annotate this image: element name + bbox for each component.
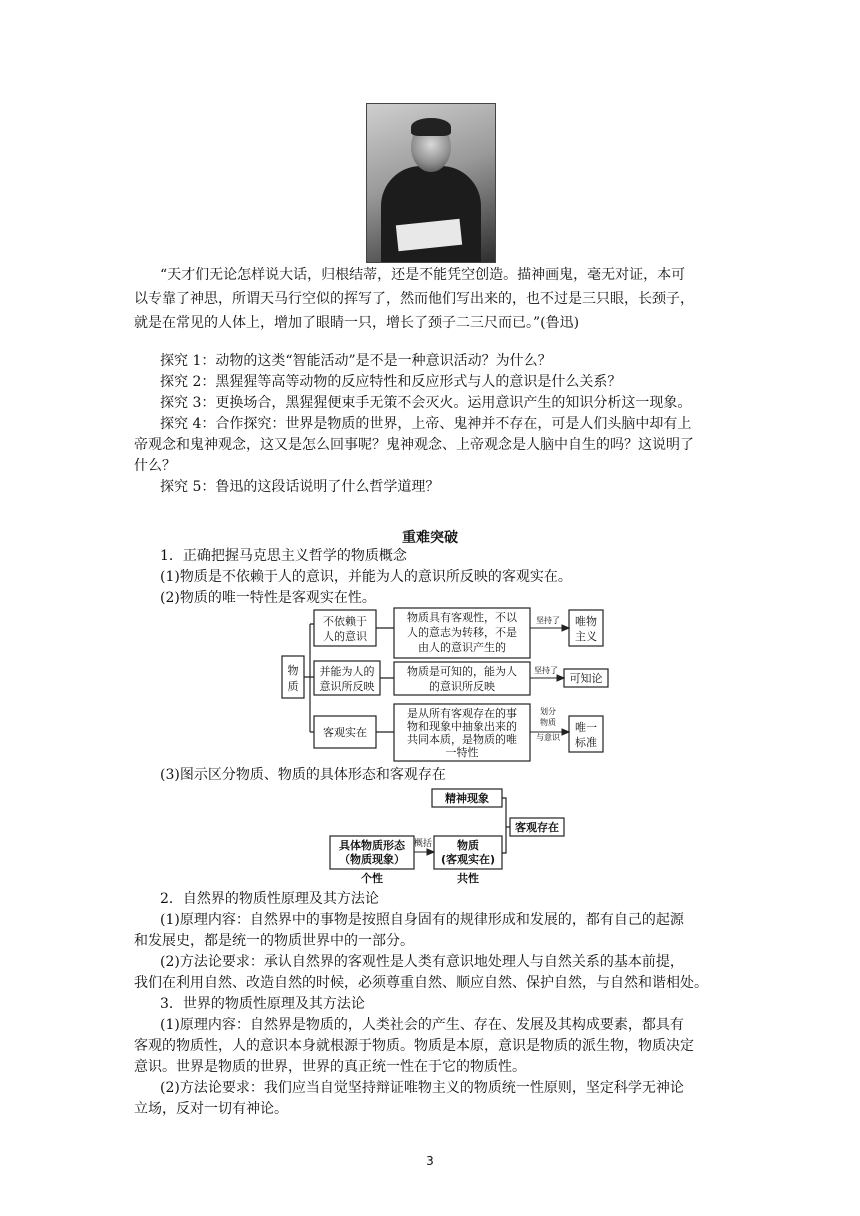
diagram1-row3-mid-3: 共同本质，是物质的唯 xyxy=(407,733,517,746)
diagram1-root-1: 物 xyxy=(287,664,299,677)
inquiry-2: 探究 2：黑猩猩等高等动物的反应特性和反应形式与人的意识是什么关系？ xyxy=(160,374,622,390)
diagram1-row2-left-1: 并能为人的 xyxy=(319,665,375,678)
diagram1-row3-left-1: 客观实在 xyxy=(323,726,367,739)
point-1-para-2: (2)物质的唯一特性是客观实在性。 xyxy=(160,590,376,606)
point-2-para-2-line-2: 我们在利用自然、改造自然的时候，必须尊重自然、顺应自然、保护自然，与自然和谐相处。 xyxy=(134,975,708,991)
point-2-title: 2．自然界的物质性原理及其方法论 xyxy=(160,891,379,907)
diagram1-row2-mid-1: 物质是可知的，能为人 xyxy=(407,665,517,678)
diagram1-row3-right-2: 标准 xyxy=(575,736,597,749)
diagram1-row2-mid-2: 的意识所反映 xyxy=(429,680,495,693)
diagram2-individual: 个性 xyxy=(361,872,383,885)
point-2-para-1-line-2: 和发展史，都是统一的物质世界中的一部分。 xyxy=(134,933,414,949)
diagram1-row1-right-2: 主义 xyxy=(575,630,597,643)
point-1-para-3: (3)图示区分物质、物质的具体形态和客观存在 xyxy=(160,767,446,783)
point-2-para-2-line-1: (2)方法论要求：承认自然界的客观性是人类有意识地处理人与自然关系的基本前提， xyxy=(160,954,684,970)
point-3-para-1-line-2: 客观的物质性，人的意识本身就根源于物质。物质是本原，意识是物质的派生物，物质决定 xyxy=(134,1038,694,1054)
page-number: 3 xyxy=(426,1154,434,1168)
point-2-para-1-line-1: (1)原理内容：自然界中的事物是按照自身固有的规律形成和发展的，都有自己的起源 xyxy=(160,912,684,928)
diagram1-row1-left-1: 不依赖于 xyxy=(323,615,367,628)
diagram1-row2-right-1: 可知论 xyxy=(569,672,603,685)
point-1-para-1: (1)物质是不依赖于人的意识，并能为人的意识所反映的客观实在。 xyxy=(160,569,572,585)
point-3-title: 3．世界的物质性原理及其方法论 xyxy=(160,996,365,1012)
quote-line-2: 以专靠了神思，所谓天马行空似的挥写了，然而他们写出来的，也不过是三只眼，长颈子， xyxy=(134,291,694,307)
diagram1-row1-arrow-label: 坚持了 xyxy=(536,616,560,625)
matter-existence-diagram xyxy=(320,786,570,886)
diagram1-row3-mid-1: 是从所有客观存在的事 xyxy=(407,707,517,720)
diagram1-row1-right-1: 唯物 xyxy=(575,615,597,628)
point-3-para-2-line-2: 立场，反对一切有神论。 xyxy=(134,1101,288,1117)
diagram1-row2-left-2: 意识所反映 xyxy=(319,680,375,693)
inquiry-1: 探究 1：动物的这类“智能活动”是不是一种意识活动？为什么？ xyxy=(160,353,552,369)
inquiry-3: 探究 3：更换场合，黑猩猩便束手无策不会灭火。运用意识产生的知识分析这一现象。 xyxy=(160,395,692,411)
diagram2-matter-2: (客观实在) xyxy=(440,853,496,866)
matter-concept-diagram xyxy=(270,606,620,764)
diagram1-row1-mid-2: 人的意志为转移，不是 xyxy=(407,626,517,639)
diagram1-root-2: 质 xyxy=(287,680,299,693)
diagram1-row3-mid-2: 物和现象中抽象出来的 xyxy=(407,720,517,733)
point-3-para-2-line-1: (2)方法论要求：我们应当自觉坚持辩证唯物主义的物质统一性原则，坚定科学无神论 xyxy=(160,1080,684,1096)
point-3-para-1-line-3: 意识。世界是物质的世界，世界的真正统一性在于它的物质性。 xyxy=(134,1059,526,1075)
diagram1-row3-arrow-label-3: 与意识 xyxy=(536,733,560,742)
diagram2-common: 共性 xyxy=(457,872,479,885)
point-3-para-1-line-1: (1)原理内容：自然界是物质的，人类社会的产生、存在、发展及其构成要素，都具有 xyxy=(160,1017,684,1033)
inquiry-4-line-3: 什么？ xyxy=(134,458,176,474)
section-title: 重难突破 xyxy=(402,530,458,546)
diagram1-row2-arrow-label: 坚持了 xyxy=(534,666,558,675)
diagram1-row3-arrow-label-2: 物质 xyxy=(540,718,556,727)
quote-line-3: 就是在常见的人体上，增加了眼睛一只，增长了颈子二三尺而已。”(鲁迅) xyxy=(134,315,580,331)
diagram2-arrow-label: 概括 xyxy=(413,839,433,849)
diagram2-concrete-1: 具体物质形态 xyxy=(339,839,405,852)
diagram2-objective: 客观存在 xyxy=(515,821,559,834)
diagram1-row1-mid-3: 由人的意识产生的 xyxy=(418,641,506,654)
point-1-title: 1．正确把握马克思主义哲学的物质概念 xyxy=(160,548,407,564)
diagram2-concrete-2: （物质现象） xyxy=(339,853,405,866)
inquiry-4-line-2: 帝观念和鬼神观念，这又是怎么回事呢？鬼神观念、上帝观念是人脑中自生的吗？这说明了 xyxy=(134,437,694,453)
diagram2-matter-1: 物质 xyxy=(457,839,479,852)
diagram1-row1-mid-1: 物质具有客观性，不以 xyxy=(407,611,517,624)
inquiry-4-line-1: 探究 4：合作探究：世界是物质的世界，上帝、鬼神并不存在，可是人们头脑中却有上 xyxy=(160,416,692,432)
diagram2-spirit: 精神现象 xyxy=(445,792,489,805)
diagram1-row3-arrow-label-1: 划分 xyxy=(540,707,556,716)
diagram1-row3-mid-4: 一特性 xyxy=(445,746,479,759)
diagram1-row1-left-2: 人的意识 xyxy=(323,630,367,643)
inquiry-5: 探究 5：鲁迅的这段话说明了什么哲学道理？ xyxy=(160,479,440,495)
diagram1-row3-right-1: 唯一 xyxy=(575,721,597,734)
quote-line-1: “天才们无论怎样说大话，归根结蒂，还是不能凭空创造。描神画鬼，毫无对证，本可 xyxy=(160,267,686,283)
portrait-photo xyxy=(366,103,496,263)
